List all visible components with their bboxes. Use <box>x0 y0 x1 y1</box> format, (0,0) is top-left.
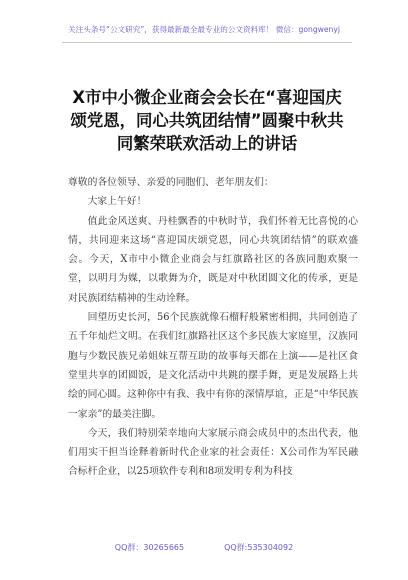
document-body <box>68 173 358 482</box>
salutation: 尊敬的各位领导、亲爱的同胞们、老年朋友们： <box>68 177 274 188</box>
footer-qq-left: QQ群：30265665 <box>114 543 185 552</box>
footer-qq-right: QQ群:535304092 <box>224 543 294 552</box>
document-title: X市中小微企业商会会长在“喜迎国庆颂党恩，同心共筑团结情”圆聚中秋共同繁荣联欢活动上的讲话 <box>70 88 344 153</box>
header-banner: 关注头条号“公文研究”，获得最新最全最专业的公文资料库！ 微信：gongwenyj <box>68 25 340 34</box>
greeting: 大家上午好！ <box>87 196 147 208</box>
header-divider <box>62 42 352 43</box>
footer <box>0 542 408 553</box>
body-paragraph: 回望历史长河，56个民族就像石榴籽般紧密相拥，共同创造了五千年灿烂文明。在我们红旗路社区这个多民族大家庭里，汉族同胞与少数民族兄弟姐妹互帮互助的故事每天都在上演——是社区食堂里共享的团圆饭，是文化活动中共跳的摆手舞，更是发展路上共绘的同心圆。这种你中有我、我中有你的深情厚谊，正是“中华民族一家亲”的最美注脚。 <box>68 312 358 420</box>
body-paragraph: 今天，我们特别荣幸地向大家展示商会成员中的杰出代表，他们用实干担当诠释着新时代企业家的社会责任：X公司作为军民融合标杆企业，以25项软件专利和8项发明专利为科技 <box>68 427 358 478</box>
body-paragraph: 值此金风送爽、丹桂飘香的中秋时节，我们怀着无比喜悦的心情，共同迎来这场“喜迎国庆颂党恩，同心共筑团结情”的联欢盛会。今天，X市中小微企业商会与红旗路社区的各族同胞欢聚一堂，以明月为媒，以歌舞为介，既是对中秋团圆文化的传承，更是对民族团结精神的生动诠释。 <box>68 215 358 304</box>
